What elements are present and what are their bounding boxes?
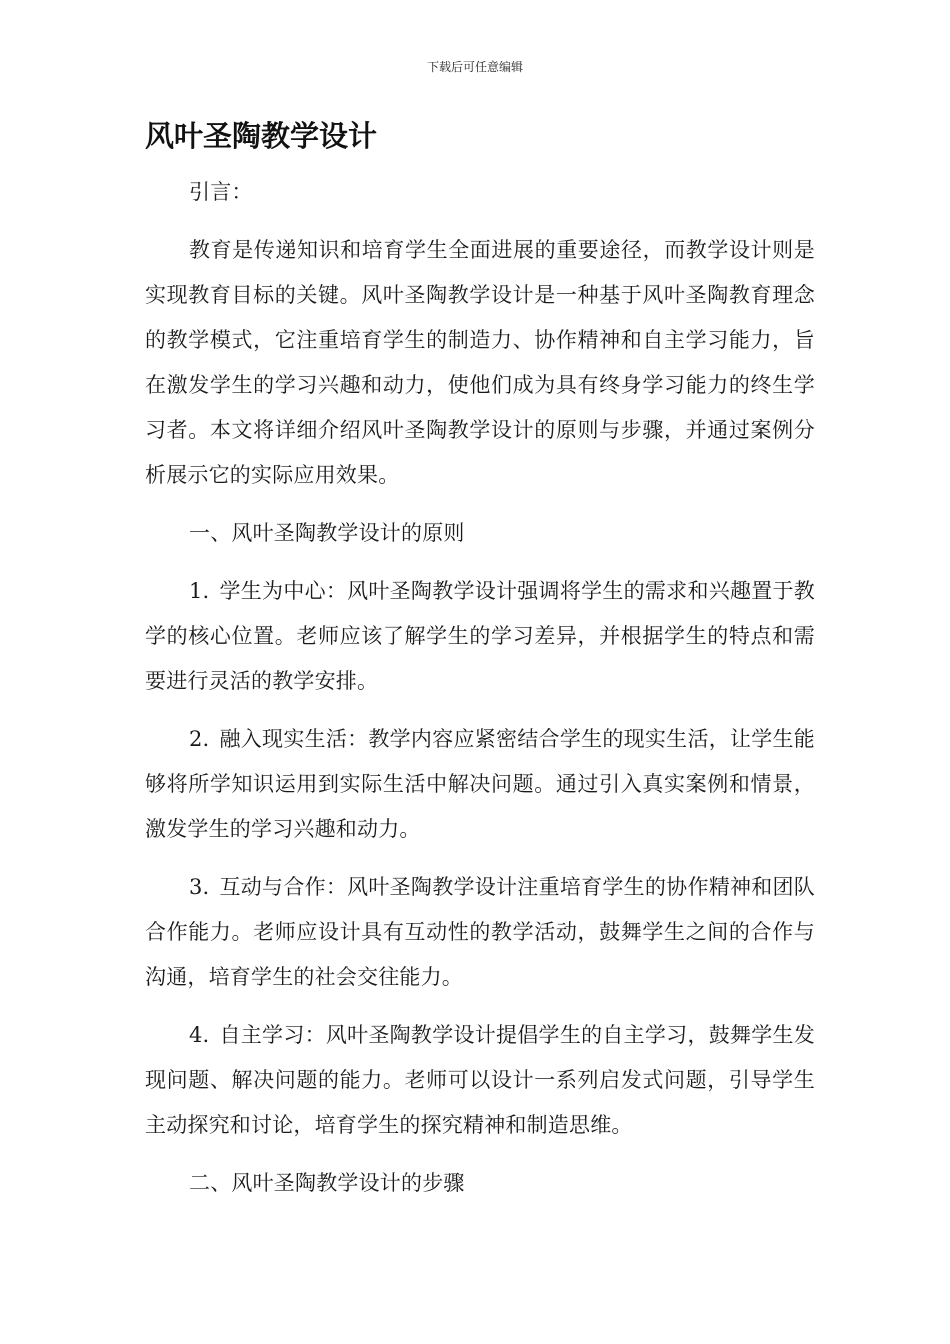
section-heading-principles: 一、风叶圣陶教学设计的原则 [189,521,465,545]
principle-item [145,1013,815,1148]
principle-number: 4. [189,1023,210,1047]
page-header-note: 下载后可任意编辑 [426,60,523,74]
principle-item [145,569,815,704]
section-heading-steps: 二、风叶圣陶教学设计的步骤 [189,1171,465,1195]
intro-label: 引言： [189,180,253,204]
principle-text: 自主学习：风叶圣陶教学设计提倡学生的自主学习，鼓舞学生发现问题、解决问题的能力。老师可以设计一系列启发式问题，引导学生主动探究和讨论，培育学生的探究精神和制造思维。 [145,1023,815,1137]
document-title: 风叶圣陶教学设计 [145,119,378,153]
principle-text: 学生为中心：风叶圣陶教学设计强调将学生的需求和兴趣置于教学的核心位置。老师应该了解学生的学习差异，并根据学生的特点和需要进行灵活的教学安排。 [145,579,815,693]
principle-text: 互动与合作：风叶圣陶教学设计注重培育学生的协作精神和团队合作能力。老师应设计具有互动性的教学活动，鼓舞学生之间的合作与沟通，培育学生的社会交往能力。 [145,875,815,989]
principle-number: 1. [189,579,210,603]
principle-text: 融入现实生活：教学内容应紧密结合学生的现实生活，让学生能够将所学知识运用到实际生活中解决问题。通过引入真实案例和情景，激发学生的学习兴趣和动力。 [145,727,815,841]
principle-number: 2. [189,727,210,751]
document-body [145,170,815,1219]
principle-item [145,717,815,852]
principle-item [145,865,815,1000]
principle-number: 3. [189,875,210,899]
intro-paragraph: 教育是传递知识和培育学生全面进展的重要途径，而教学设计则是实现教育目标的关键。风叶圣陶教学设计是一种基于风叶圣陶教育理念的教学模式，它注重培育学生的制造力、协作精神和自主学习能力，旨在激发学生的学习兴趣和动力，使他们成为具有终身学习能力的终生学习者。本文将详细介绍风叶圣陶教学设计的原则与步骤，并通过案例分析展示它的实际应用效果。 [145,238,815,487]
